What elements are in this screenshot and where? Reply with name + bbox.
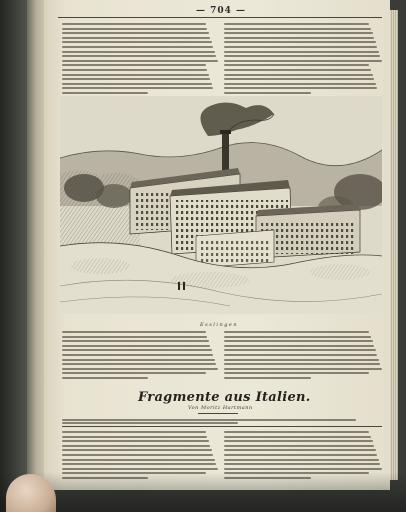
text-line — [62, 468, 218, 470]
article-byline: Von Moritz Hartmann — [188, 405, 253, 411]
text-line — [224, 354, 377, 356]
text-line — [62, 419, 356, 421]
text-line — [62, 445, 210, 447]
text-line — [62, 340, 209, 342]
text-line — [62, 55, 216, 57]
text-line — [224, 377, 311, 379]
text-line — [62, 459, 215, 461]
text-line — [224, 32, 373, 34]
text-line — [62, 92, 148, 94]
text-line — [224, 28, 371, 30]
text-line — [224, 449, 376, 451]
text-line — [224, 459, 379, 461]
text-line — [62, 32, 209, 34]
text-line — [62, 349, 212, 351]
text-line — [224, 463, 380, 465]
text-line — [224, 87, 377, 89]
text-line — [224, 331, 369, 333]
text-line — [224, 69, 371, 71]
text-line — [62, 87, 213, 89]
text-column-middle-left — [62, 330, 218, 382]
factory-engraving-svg — [60, 96, 382, 314]
section-rule — [62, 426, 382, 427]
text-line — [62, 431, 206, 433]
text-line — [62, 74, 209, 76]
text-line — [62, 78, 210, 80]
text-line — [62, 422, 238, 424]
byline-rule — [198, 413, 238, 414]
text-line — [62, 331, 206, 333]
text-line — [62, 23, 206, 25]
text-line — [62, 368, 218, 370]
text-line — [224, 468, 382, 470]
text-line — [224, 436, 371, 438]
text-line — [224, 51, 379, 53]
text-column-top-right — [224, 22, 382, 94]
text-line — [62, 354, 213, 356]
text-line — [224, 359, 379, 361]
text-line — [224, 64, 369, 66]
book-binding — [0, 0, 30, 512]
page-number: — 704 — — [196, 6, 247, 16]
text-line — [62, 46, 213, 48]
text-line — [62, 37, 210, 39]
text-line — [224, 46, 377, 48]
text-line — [62, 51, 215, 53]
page-shadow — [0, 472, 406, 512]
text-line — [224, 445, 374, 447]
text-line — [62, 359, 215, 361]
text-line — [62, 436, 207, 438]
text-line — [224, 83, 376, 85]
text-line — [62, 83, 212, 85]
text-line — [224, 37, 374, 39]
text-line — [62, 69, 207, 71]
text-line — [224, 345, 374, 347]
factory-engraving — [60, 96, 382, 314]
text-line — [62, 336, 207, 338]
text-line — [62, 449, 212, 451]
contents-line — [62, 418, 382, 424]
article-title: Fragmente aus Italien. — [138, 390, 311, 405]
text-line — [224, 60, 382, 62]
text-column-top-left — [62, 22, 218, 94]
text-line — [224, 92, 311, 94]
text-line — [62, 363, 216, 365]
text-line — [224, 23, 369, 25]
text-line — [224, 74, 373, 76]
text-line — [224, 368, 382, 370]
text-line — [224, 340, 373, 342]
text-line — [62, 28, 207, 30]
text-line — [224, 440, 373, 442]
text-line — [62, 60, 218, 62]
text-line — [224, 431, 369, 433]
header-rule — [58, 17, 382, 18]
text-line — [62, 454, 213, 456]
text-line — [224, 78, 374, 80]
text-line — [224, 372, 369, 374]
text-line — [62, 440, 209, 442]
text-line — [62, 64, 206, 66]
text-line — [224, 349, 376, 351]
text-column-middle-right — [224, 330, 382, 382]
text-line — [62, 345, 210, 347]
text-line — [224, 363, 380, 365]
text-line — [224, 454, 377, 456]
illustration-caption: Esslingen — [200, 322, 239, 328]
text-line — [62, 372, 206, 374]
text-line — [224, 336, 371, 338]
text-line — [224, 41, 376, 43]
text-line — [62, 41, 212, 43]
text-line — [62, 377, 148, 379]
text-line — [224, 55, 380, 57]
text-line — [62, 463, 216, 465]
